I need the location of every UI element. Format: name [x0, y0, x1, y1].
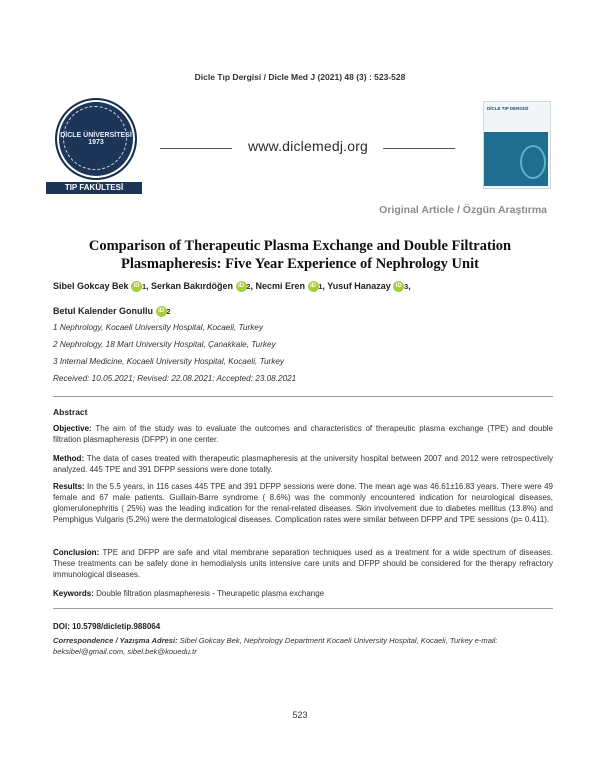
abstract-keywords — [53, 588, 553, 599]
orcid-icon[interactable]: iD — [131, 281, 142, 292]
journal-reference: Dicle Tıp Dergisi / Dicle Med J (2021) 48 (3) : 523-528 — [194, 72, 406, 82]
abstract-objective — [53, 423, 553, 445]
correspondence-text: Sibel Gokcay Bek, Nephrology Department Kocaeli University Hospital, Kocaeli, Turkey e-mail: beksibel@gmail.com, sibel.bek@kouedu.tr — [53, 636, 498, 656]
author-name: Betul Kalender Gonullu — [53, 306, 154, 316]
page-number: 523 — [292, 710, 308, 720]
section-divider — [53, 396, 553, 397]
orcid-icon[interactable]: iD — [236, 281, 247, 292]
conclusion-label: Conclusion: — [53, 548, 100, 557]
author-affiliation-number: 2 — [246, 284, 251, 291]
author-name: Serkan Bakırdöğen — [150, 281, 234, 291]
paper-title: Comparison of Therapeutic Plasma Exchange and Double Filtration Plasmapheresis: Five Year Experience of Nephrology Unit — [88, 238, 512, 272]
conclusion-text: TPE and DFPP are safe and vital membrane separation techniques used as a treatment for a wide spectrum of diseases. These treatments can be safely done in hemodialysis units intensive care units and DFPP should be considered for the therapy refractory immunological diseases. — [53, 548, 554, 579]
abstract-method — [53, 453, 553, 475]
orcid-icon[interactable]: iD — [156, 306, 167, 317]
abstract-conclusion — [53, 547, 553, 580]
results-label: Results: — [53, 482, 85, 491]
correspondence-label: Correspondence / Yazışma Adresi: — [53, 636, 178, 645]
section-divider — [53, 608, 553, 609]
author-affiliation-number: 1 — [318, 284, 323, 291]
submission-dates: Received: 10.05.2021; Revised: 22.08.2021; Accepted: 23.08.2021 — [53, 374, 297, 383]
author-affiliation-number: 2 — [166, 309, 171, 316]
author-name: Yusuf Hanazay — [327, 281, 391, 291]
objective-label: Objective: — [53, 424, 92, 433]
results-text: In the 5.5 years, in 116 cases 445 TPE and 391 DFPP sessions were done. The mean age was 46.61±16.83 years. There were 49 female and 67 male patients. Guillain-Barre syndrome ( 8.6%) was the commonly encountered indication for neurological diseases, glomerulonephritis ( 25%) was the leading indication for the renal-related diseases. Skin involvement due to diabetes mellitus (13.8%) and Pemphigus Vulgaris (5.2%) were the dermatological diseases. Complication rates were similar between DFPP and TPE sessions (p= 0.411). — [53, 482, 553, 524]
cover-title: DİCLE TIP DERGİSİ — [487, 106, 529, 111]
website-divider-right — [383, 148, 455, 149]
website-divider-left — [160, 148, 232, 149]
objective-text: The aim of the study was to evaluate the outcomes and characteristics of therapeutic plasma exchange (TPE) and double filtration plasmapheresis (DFPP) in one center. — [53, 424, 554, 444]
affiliation-1: 1 Nephrology, Kocaeli University Hospital, Kocaeli, Turkey — [53, 323, 263, 332]
journal-website[interactable]: www.diclemedj.org — [247, 138, 369, 154]
author-list-line-2 — [53, 306, 170, 317]
author-affiliation-number: 3 — [404, 284, 409, 291]
affiliation-2: 2 Nephrology, 18 Mart University Hospital, Çanakkale, Turkey — [53, 340, 276, 349]
article-type: Original Article / Özgün Araştırma — [379, 204, 547, 216]
method-text: The data of cases treated with therapeutic plasmapheresis at the university hospital between 2007 and 2012 were retrospectively analyzed. 445 TPE and 391 DFPP sessions were done totally. — [53, 454, 553, 474]
affiliation-3: 3 Internal Medicine, Kocaeli University Hospital, Kocaeli, Turkey — [53, 357, 285, 366]
seal-text: DİCLE ÜNİVERSİTESİ 1973 — [60, 132, 132, 146]
keywords-text: Double filtration plasmapheresis - Theurapetic plasma exchange — [96, 589, 325, 598]
keywords-label: Keywords: — [53, 589, 94, 598]
method-label: Method: — [53, 454, 85, 463]
orcid-icon[interactable]: iD — [393, 281, 404, 292]
faculty-label: TIP FAKÜLTESİ — [46, 182, 142, 194]
doi[interactable]: DOI: 10.5798/dicletip.988064 — [53, 622, 161, 631]
orcid-icon[interactable]: iD — [308, 281, 319, 292]
abstract-heading: Abstract — [53, 407, 88, 417]
abstract-results — [53, 481, 553, 525]
author-affiliation-number: 1 — [142, 284, 146, 291]
author-list-line-1: Sibel Gokcay Bek iD 1, Serkan Bakırdöğen iD 2, Necmi Eren iD 1, Yusuf Hanazay iD 3, — [53, 281, 411, 291]
cover-decoration — [520, 145, 546, 179]
author-name: Necmi Eren — [255, 281, 305, 291]
correspondence — [53, 636, 553, 657]
author-name: Sibel Gokcay Bek — [53, 281, 129, 291]
